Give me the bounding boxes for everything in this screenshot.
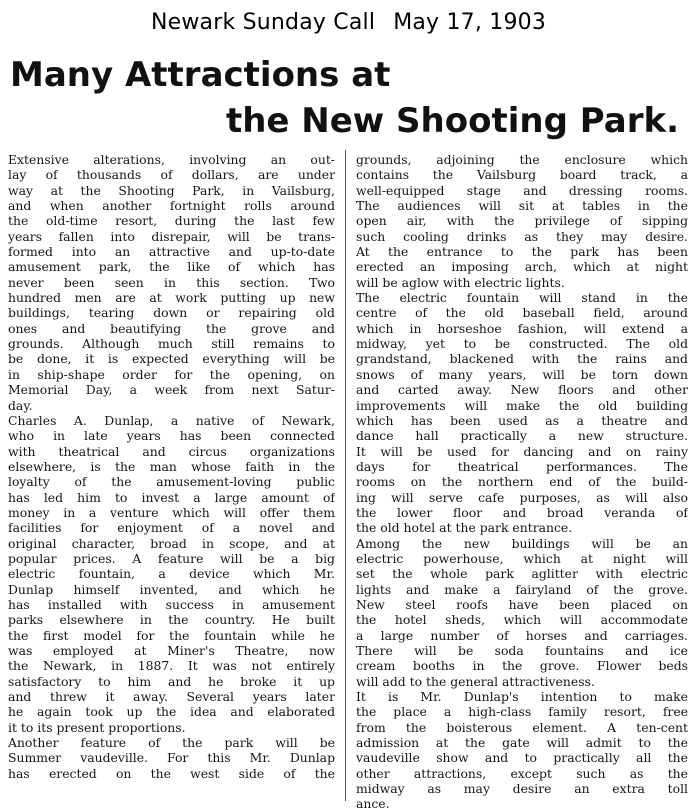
text-line: formed into an attractive and up-to-date — [8, 244, 335, 260]
text-line: who in late years has been connected — [8, 428, 335, 444]
text-line: cream booths in the grove. Flower beds — [356, 658, 688, 674]
text-line: years fallen into disrepair, will be trans- — [8, 228, 335, 244]
text-line: days for theatrical performances. The — [356, 458, 688, 474]
text-line: the lower floor and broad veranda of — [356, 504, 688, 520]
text-line: which has been used as a theatre and — [356, 412, 688, 428]
text-line: the Newark, in 1887. It was not entirely — [8, 658, 335, 674]
text-line: It will be used for dancing and on rainy — [356, 443, 688, 459]
text-line: lights and make a fairyland of the grove. — [356, 581, 688, 597]
headline — [10, 52, 687, 144]
text-line: midway as may desire an extra toll — [356, 781, 688, 797]
text-line: and when another fortnight rolls around — [8, 198, 335, 214]
text-line: admission at the gate will admit to the — [356, 735, 688, 751]
text-line: has erected on the west side of the — [8, 765, 335, 781]
text-line: has installed with success in amusement — [8, 596, 335, 612]
text-line: the hotel sheds, which will accommodate — [356, 612, 688, 628]
text-line: the old-time resort, during the last few — [8, 213, 335, 229]
text-line: midway, yet to be constructed. The old — [356, 336, 688, 352]
text-line: popular prices. A feature will be a big — [8, 550, 335, 566]
text-line: well-equipped stage and dressing rooms. — [356, 182, 688, 198]
text-line: grounds, adjoining the enclosure which — [356, 152, 688, 167]
text-line: original character, broad in scope, and at — [8, 535, 335, 551]
text-line: day. — [8, 397, 33, 413]
text-line: There will be soda fountains and ice — [356, 643, 688, 658]
text-line: New steel roofs have been placed on — [356, 596, 688, 612]
headline-line-1: Many Attractions at — [10, 55, 391, 95]
text-line: and carted away. New floors and other — [356, 382, 688, 398]
text-line: ance. — [356, 796, 390, 812]
text-line: and threw it away. Several years later — [8, 689, 335, 705]
text-line: be done, it is expected everything will be — [8, 351, 335, 367]
text-line: it to its present proportions. — [8, 719, 186, 735]
text-line: satisfactory to him and he broke it up — [8, 673, 335, 689]
text-line: the old hotel at the park entrance. — [356, 520, 573, 536]
source-line — [0, 10, 697, 35]
text-line: Extensive alterations, involving an out- — [8, 152, 335, 167]
text-line: The electric fountain will stand in the — [356, 290, 688, 306]
text-line: rooms on the northern end of the build- — [356, 474, 688, 490]
text-line: ing will serve cafe purposes, as will also — [356, 489, 688, 505]
text-line: will be aglow with electric lights. — [356, 274, 565, 290]
text-line: set the whole park aglitter with electric — [356, 566, 688, 582]
text-line: Summer vaudeville. For this Mr. Dunlap — [8, 750, 335, 766]
text-line: Another feature of the park will be — [8, 735, 335, 751]
text-line: which in horseshoe fashion, will extend a — [356, 320, 688, 336]
text-line: improvements will make the old building — [356, 397, 688, 413]
text-line: It is Mr. Dunlap's intention to make — [356, 689, 688, 705]
text-line: was employed at Miner's Theatre, now — [8, 643, 335, 658]
text-line: will add to the general attractiveness. — [356, 673, 595, 689]
text-line: open air, with the privilege of sipping — [356, 213, 688, 229]
text-line: the place a high-class family resort, free — [356, 704, 688, 720]
text-line: vaudeville show and to practically all the — [356, 750, 688, 766]
text-line: The audiences will sit at tables in the — [356, 198, 688, 214]
text-line: such cooling drinks as they may desire. — [356, 228, 688, 244]
text-line: grounds. Although much still remains to — [8, 336, 335, 352]
text-line: facilities for enjoyment of a novel and — [8, 520, 335, 536]
text-line: snows of many years, will be torn down — [356, 366, 688, 382]
text-line: lay of thousands of dollars, are under — [8, 167, 335, 183]
text-line: he again took up the idea and elaborated — [8, 704, 335, 720]
text-line: Memorial Day, a week from next Satur- — [8, 382, 335, 398]
newspaper-name: Newark Sunday Call — [150, 10, 376, 35]
text-line: erected an imposing arch, which at night — [356, 259, 688, 275]
article-column-right — [356, 152, 688, 812]
text-line: in ship-shape order for the opening, on — [8, 366, 335, 382]
text-line: grandstand, blackened with the rains and — [356, 351, 688, 367]
text-line: from the boisterous element. A ten-cent — [356, 719, 688, 735]
text-line: buildings, tearing down or repairing old — [8, 305, 335, 321]
text-line: ones and beautifying the grove and — [8, 320, 335, 336]
publication-date: May 17, 1903 — [393, 10, 547, 35]
text-line: electric fountain, a device which Mr. — [8, 566, 335, 582]
article-column-left — [8, 152, 335, 781]
text-line: way at the Shooting Park, in Vailsburg, — [8, 182, 335, 198]
text-line: with theatrical and circus organizations — [8, 443, 335, 459]
headline-line-2: the New Shooting Park. — [225, 101, 679, 141]
text-line: loyalty of the amusement-loving public — [8, 474, 335, 490]
text-line: centre of the old baseball field, around — [356, 305, 688, 321]
text-line: Dunlap himself invented, and which he — [8, 581, 335, 597]
text-line: money in a venture which will offer them — [8, 504, 335, 520]
text-line: electric powerhouse, which at night will — [356, 550, 688, 566]
text-line: At the entrance to the park has been — [356, 244, 688, 260]
text-line: other attractions, except such as the — [356, 765, 688, 781]
text-line: Charles A. Dunlap, a native of Newark, — [8, 412, 335, 428]
text-line: Among the new buildings will be an — [356, 535, 688, 551]
column-divider — [345, 150, 346, 801]
text-line: never been seen in this section. Two — [8, 274, 335, 290]
text-line: amusement park, the like of which has — [8, 259, 335, 275]
text-line: hundred men are at work putting up new — [8, 290, 335, 306]
text-line: has led him to invest a large amount of — [8, 489, 335, 505]
text-line: the first model for the fountain while he — [8, 627, 335, 643]
text-line: contains the Vailsburg board track, a — [356, 167, 688, 183]
text-line: dance hall practically a new structure. — [356, 428, 688, 444]
text-line: a large number of horses and carriages. — [356, 627, 688, 643]
text-line: elsewhere, is the man whose faith in the — [8, 458, 335, 474]
text-line: parks elsewhere in the country. He built — [8, 612, 335, 628]
